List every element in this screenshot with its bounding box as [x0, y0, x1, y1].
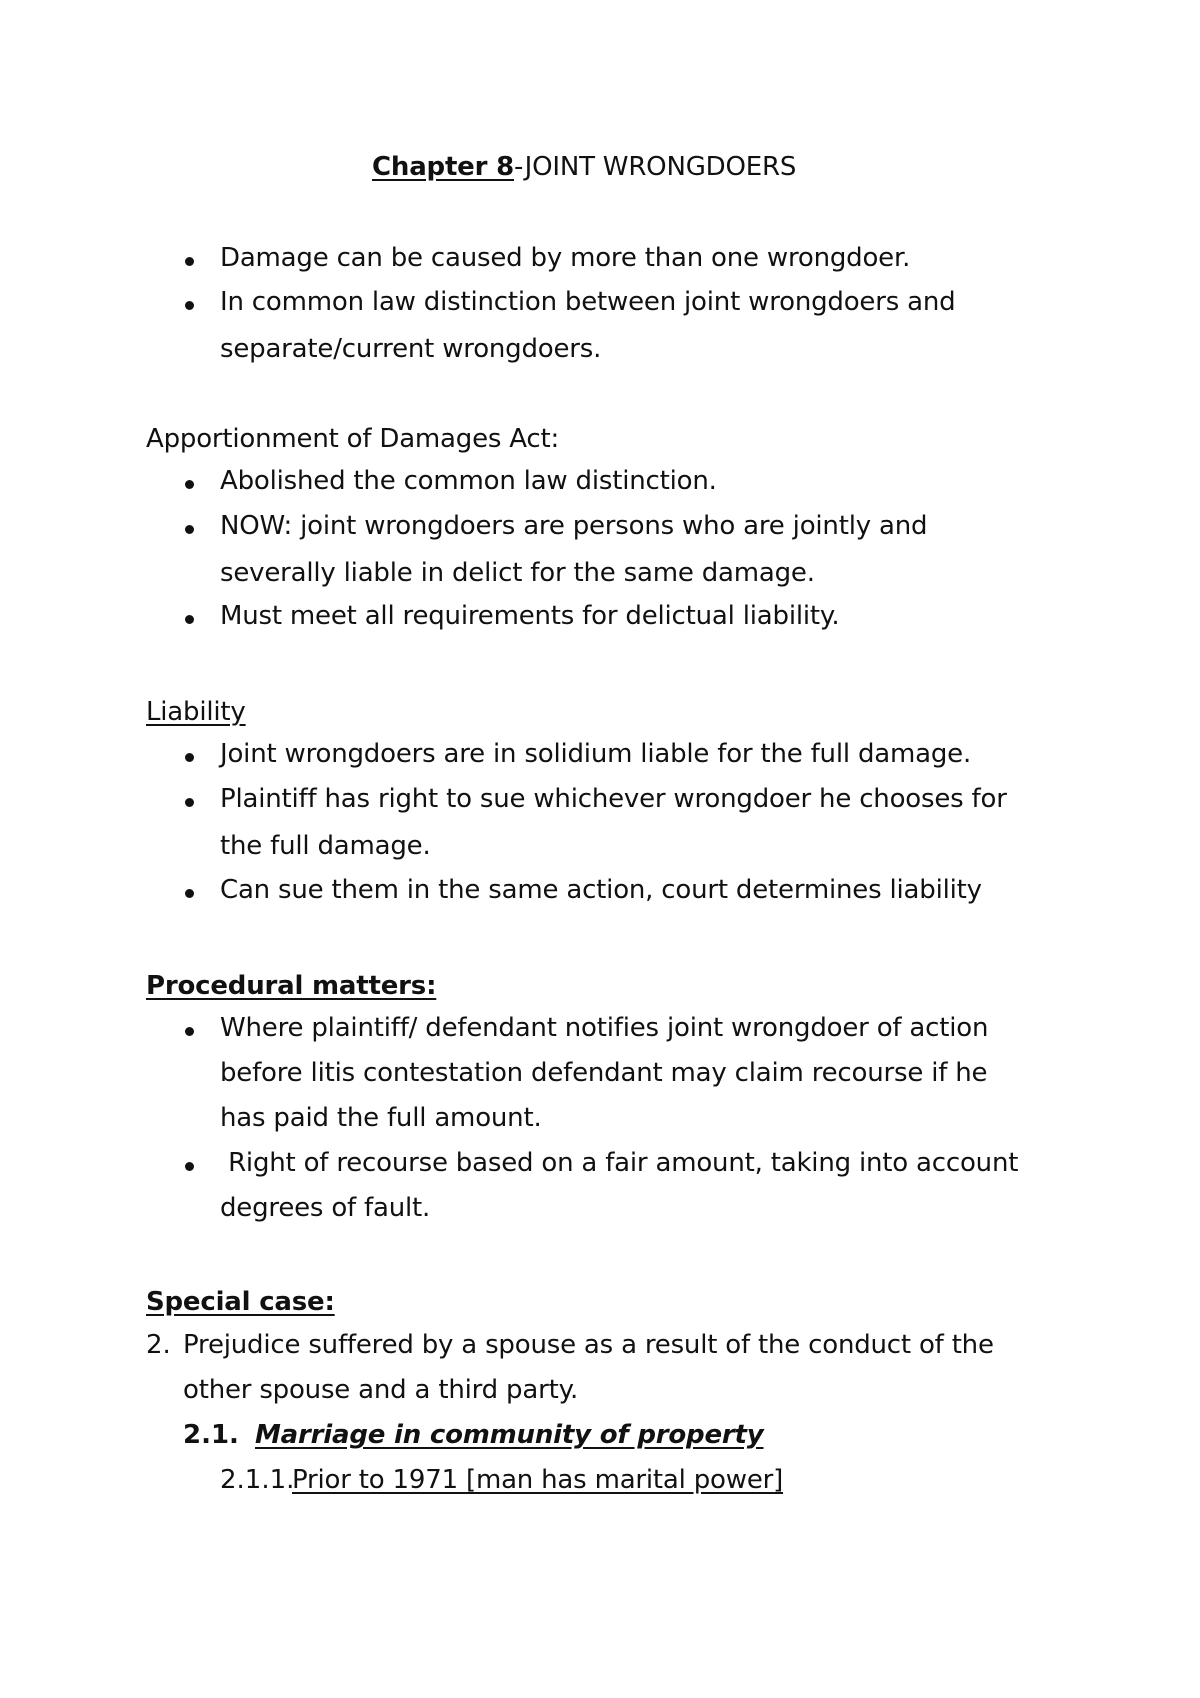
- act-bullet-1: Abolished the common law distinction.: [220, 466, 717, 496]
- bullet-icon: [185, 1162, 194, 1171]
- bullet-icon: [185, 753, 194, 762]
- procedural-bullet-2: Right of recourse based on a fair amount, taking into account: [220, 1148, 1019, 1178]
- liability-bullet-1: Joint wrongdoers are in solidium liable for the full damage.: [220, 739, 972, 769]
- page-title: [372, 152, 796, 182]
- bullet-icon: [185, 257, 194, 266]
- special-subsub-heading: Prior to 1971 [man has marital power]: [292, 1465, 784, 1495]
- liability-heading: Liability: [146, 697, 246, 727]
- bullet-icon: [185, 798, 194, 807]
- chapter-subject: -JOINT WRONGDOERS: [513, 152, 797, 182]
- bullet-icon: [185, 301, 194, 310]
- chapter-label: Chapter 8: [372, 152, 514, 182]
- act-bullet-2-cont: severally liable in delict for the same damage.: [220, 558, 815, 588]
- bullet-icon: [185, 889, 194, 898]
- bullet-icon: [185, 480, 194, 489]
- act-bullet-2: NOW: joint wrongdoers are persons who are jointly and: [220, 511, 928, 541]
- intro-bullet-1: Damage can be caused by more than one wrongdoer.: [220, 243, 911, 273]
- procedural-bullet-1-cont-2: has paid the full amount.: [220, 1103, 542, 1133]
- bullet-icon: [185, 615, 194, 624]
- bullet-icon: [185, 1027, 194, 1036]
- act-bullet-3: Must meet all requirements for delictual liability.: [220, 601, 840, 631]
- special-item-number: 2.: [146, 1330, 171, 1360]
- intro-bullet-2-cont: separate/current wrongdoers.: [220, 334, 602, 364]
- special-heading: Special case:: [146, 1287, 335, 1317]
- special-sub-heading: Marriage in community of property: [255, 1420, 764, 1450]
- procedural-bullet-1: Where plaintiff/ defendant notifies joint wrongdoer of action: [220, 1013, 989, 1043]
- liability-bullet-3: Can sue them in the same action, court determines liability: [220, 875, 982, 905]
- special-item-line-2: other spouse and a third party.: [183, 1375, 579, 1405]
- procedural-bullet-1-cont-1: before litis contestation defendant may claim recourse if he: [220, 1058, 988, 1088]
- procedural-bullet-2-cont: degrees of fault.: [220, 1193, 431, 1223]
- special-item-line-1: Prejudice suffered by a spouse as a result of the conduct of the: [183, 1330, 994, 1360]
- intro-bullet-2: In common law distinction between joint wrongdoers and: [220, 287, 956, 317]
- liability-bullet-2: Plaintiff has right to sue whichever wrongdoer he chooses for: [220, 784, 1007, 814]
- procedural-heading: Procedural matters:: [146, 971, 437, 1001]
- act-heading: Apportionment of Damages Act:: [146, 424, 560, 454]
- special-sub-number: 2.1.: [183, 1420, 239, 1450]
- special-subsub-number: 2.1.1.: [220, 1465, 295, 1495]
- bullet-icon: [185, 525, 194, 534]
- liability-bullet-2-cont: the full damage.: [220, 831, 431, 861]
